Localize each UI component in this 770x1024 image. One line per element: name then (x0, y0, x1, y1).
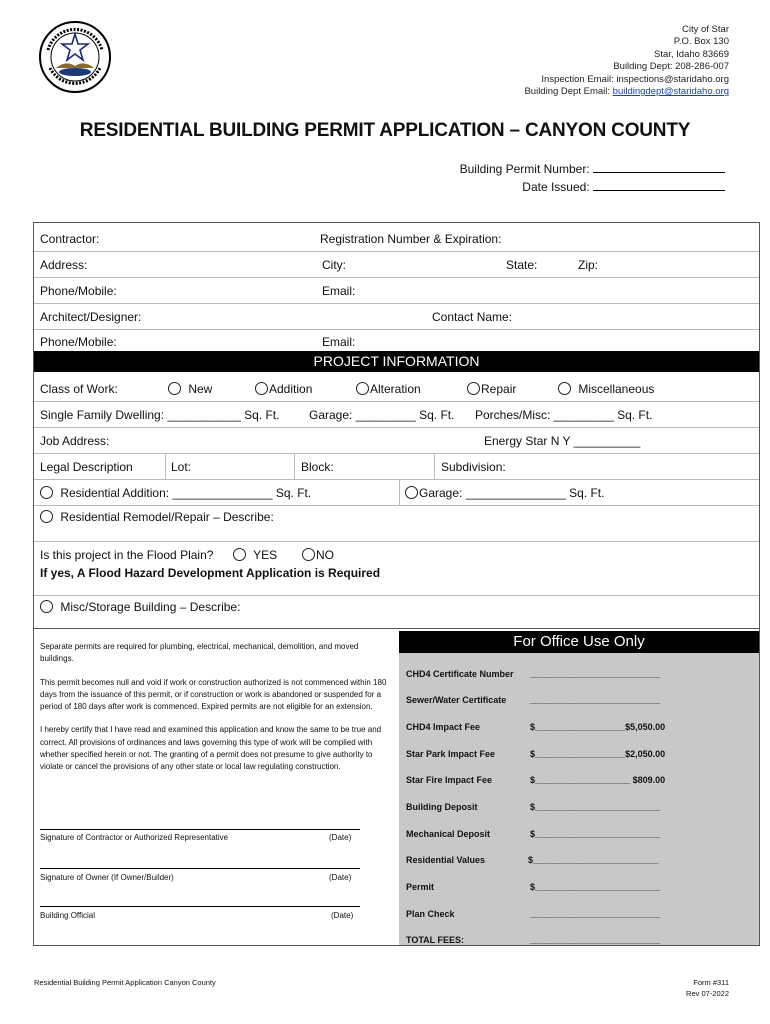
option-label: New (188, 382, 213, 396)
no-label: NO (316, 548, 334, 562)
note-separate-permits: Separate permits are required for plumbing, electrical, mechanical, demolition, and moved buildings. (40, 642, 359, 664)
residential-addition-label: Residential Addition: _______________ Sq. Ft. (60, 486, 312, 500)
contractor-signature-line[interactable] (40, 829, 360, 830)
contact-name-field[interactable]: Contact Name: (432, 310, 513, 324)
address-line: City of Star (682, 24, 729, 35)
office-row-label: Star Fire Impact Fee (406, 775, 493, 785)
date-issued-field[interactable] (593, 178, 725, 191)
option-label: Repair (481, 382, 517, 396)
option-miscellaneous[interactable] (558, 382, 654, 396)
office-row-value[interactable]: __________________________ (530, 695, 661, 705)
radio-icon (255, 382, 268, 395)
date-label: (Date) (329, 833, 352, 842)
office-row-value[interactable]: $_________________________ (528, 855, 659, 865)
garage-addition-label: Garage: _______________ Sq. Ft. (419, 486, 605, 500)
office-row-value[interactable]: $_________________________ (530, 882, 661, 892)
footer-title: Residential Building Permit Application Canyon County (34, 978, 216, 987)
radio-icon (40, 486, 53, 499)
radio-icon (302, 548, 315, 561)
address-line: Inspection Email: inspections@staridaho.org (541, 73, 729, 85)
official-signature-label: Building Official (40, 911, 95, 920)
architect-email-field[interactable]: Email: (322, 335, 356, 349)
office-row-value[interactable]: $__________________$2,050.00 (530, 749, 666, 759)
date-label: (Date) (329, 873, 352, 882)
divider (34, 427, 759, 428)
office-row-value[interactable]: $___________________ $809.00 (530, 775, 666, 785)
porches-field[interactable]: Porches/Misc: _________ Sq. Ft. (475, 408, 653, 422)
radio-icon (168, 382, 181, 395)
email-field[interactable]: Email: (322, 284, 356, 298)
office-row-label: CHD4 Certificate Number (406, 669, 514, 679)
city-seal-logo (38, 20, 112, 94)
owner-signature-line[interactable] (40, 868, 360, 869)
divider (34, 541, 759, 542)
footer-form-info (686, 977, 729, 999)
office-row-value[interactable]: $_________________________ (530, 829, 661, 839)
misc-storage-option[interactable] (40, 600, 240, 614)
option-label: Miscellaneous (578, 382, 655, 396)
office-row-value[interactable]: __________________________ (530, 935, 661, 945)
radio-icon (405, 486, 418, 499)
permit-number-label: Building Permit Number: (459, 162, 590, 176)
residential-addition-option[interactable] (40, 486, 311, 500)
project-information-heading: PROJECT INFORMATION (34, 351, 759, 372)
radio-icon (233, 548, 246, 561)
address-line: P.O. Box 130 (673, 36, 729, 48)
flood-yes-option[interactable] (233, 548, 277, 562)
divider (34, 401, 759, 402)
architect-phone-field[interactable]: Phone/Mobile: (40, 335, 117, 349)
radio-icon (467, 382, 480, 395)
zip-field[interactable]: Zip: (578, 258, 599, 272)
yes-label: YES (253, 548, 278, 562)
option-new[interactable] (168, 382, 212, 396)
permit-notes (40, 641, 392, 785)
option-label: Alteration (370, 382, 421, 396)
divider (34, 277, 759, 278)
single-family-field[interactable]: Single Family Dwelling: ___________ Sq. Ft. (40, 408, 280, 422)
date-issued-label: Date Issued: (522, 180, 590, 194)
date-label: (Date) (331, 911, 354, 920)
office-row-label: Permit (406, 882, 435, 892)
radio-icon (40, 510, 53, 523)
energy-star-field[interactable]: Energy Star N Y __________ (484, 434, 641, 448)
registration-field[interactable]: Registration Number & Expiration: (320, 232, 502, 246)
option-label: Addition (269, 382, 313, 396)
radio-icon (40, 600, 53, 613)
job-address-field[interactable]: Job Address: (40, 434, 110, 448)
office-row-value[interactable]: __________________________ (530, 669, 661, 679)
remodel-label: Residential Remodel/Repair – Describe: (60, 510, 274, 524)
office-row-label: Plan Check (406, 909, 455, 919)
divider (165, 453, 166, 479)
address-line: Star, Idaho 83669 (653, 48, 729, 60)
remodel-option[interactable] (40, 510, 274, 524)
option-repair[interactable] (467, 382, 516, 396)
divider (34, 251, 759, 252)
divider (34, 329, 759, 330)
building-dept-email-link[interactable]: buildingdept@staridaho.org (612, 86, 729, 98)
office-use-heading: For Office Use Only (399, 631, 759, 653)
flood-plain-question: Is this project in the Flood Plain? (40, 548, 214, 562)
office-row-value[interactable]: __________________________ (530, 909, 661, 919)
divider (34, 453, 759, 454)
option-addition[interactable] (255, 382, 312, 396)
office-row-label: Star Park Impact Fee (406, 749, 496, 759)
divider (34, 505, 759, 506)
official-signature-line[interactable] (40, 906, 360, 907)
divider (34, 595, 759, 596)
phone-field[interactable]: Phone/Mobile: (40, 284, 117, 298)
lot-field[interactable]: Lot: (171, 460, 192, 474)
address-line (524, 86, 729, 98)
divider (34, 628, 759, 629)
class-of-work-label: Class of Work: (40, 382, 118, 396)
radio-icon (356, 382, 369, 395)
flood-no-option[interactable] (302, 548, 334, 562)
office-use-panel (399, 631, 759, 945)
city-address-block (524, 24, 729, 98)
note-certification: I hereby certify that I have read and examined this application and know the same to be true and correct. All provisions of ordinances and laws governing this type of work will be complied with whether specified herein or not. The granting of a permit does not presume to give authority to violate or cancel the provisions of any other state or local law regulating construction. (40, 725, 382, 772)
contractor-field[interactable]: Contractor: (40, 232, 100, 246)
radio-icon (558, 382, 571, 395)
revision: Rev 07-2022 (686, 989, 729, 998)
office-row-label: Building Deposit (406, 802, 478, 812)
divider (434, 453, 435, 479)
flood-hazard-note: If yes, A Flood Hazard Development Application is Required (40, 566, 381, 580)
office-row-value[interactable]: $_________________________ (530, 802, 661, 812)
form-number: Form #311 (693, 978, 729, 987)
subdivision-field[interactable]: Subdivision: (441, 460, 506, 474)
legal-description-label: Legal Description (40, 460, 133, 474)
option-alteration[interactable] (356, 382, 421, 396)
divider (399, 479, 400, 505)
divider (34, 303, 759, 304)
block-field[interactable]: Block: (301, 460, 334, 474)
email-label: Building Dept Email: (524, 86, 613, 98)
office-row-label: Residential Values (406, 855, 486, 865)
page-title: RESIDENTIAL BUILDING PERMIT APPLICATION – CANYON COUNTY (79, 120, 691, 141)
owner-signature-label: Signature of Owner (If Owner/Builder) (40, 873, 174, 882)
permit-number-field[interactable] (593, 160, 725, 173)
garage-field[interactable]: Garage: _________ Sq. Ft. (309, 408, 455, 422)
divider (294, 453, 295, 479)
state-field[interactable]: State: (506, 258, 538, 272)
permit-number-block (460, 160, 725, 196)
office-row-label: CHD4 Impact Fee (406, 722, 481, 732)
note-null-void: This permit becomes null and void if work or construction authorized is not commenced within 180 days from the issuance of this permit, or if construction or work is abandoned or suspended for a period of 180 days after work is commenced. Expired permits are not eligible for an extension. (40, 677, 387, 712)
garage-addition-option[interactable] (405, 486, 604, 500)
address-line: Building Dept: 208-286-007 (613, 61, 729, 73)
misc-storage-label: Misc/Storage Building – Describe: (60, 600, 241, 614)
office-row-label: Sewer/Water Certificate (406, 695, 507, 705)
office-row-label: TOTAL FEES: (406, 935, 465, 945)
city-field[interactable]: City: (322, 258, 346, 272)
address-field[interactable]: Address: (40, 258, 88, 272)
office-row-label: Mechanical Deposit (406, 829, 491, 839)
contractor-signature-label: Signature of Contractor or Authorized Representative (40, 833, 229, 842)
architect-field[interactable]: Architect/Designer: (40, 310, 142, 324)
office-row-value[interactable]: $__________________$5,050.00 (530, 722, 666, 732)
divider (34, 479, 759, 480)
